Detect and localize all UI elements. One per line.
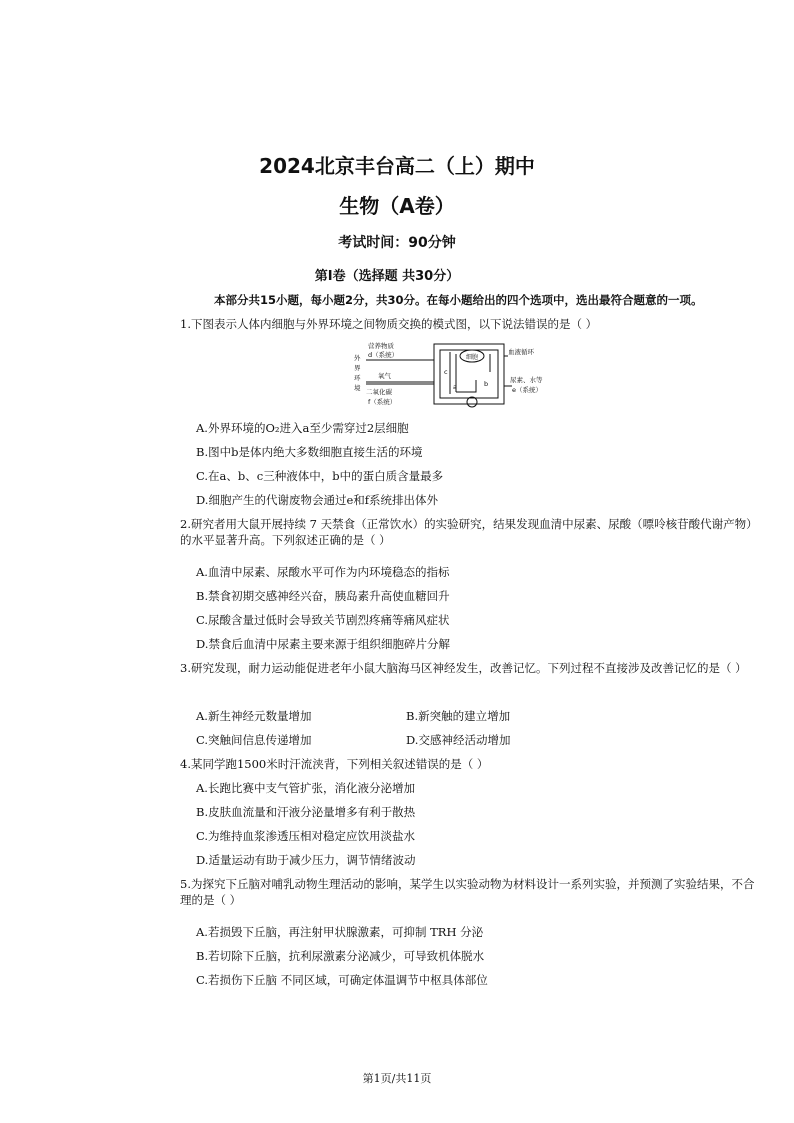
question-3-stem: 3.研究发现，耐力运动能促进老年小鼠大脑海马区神经发生，改善记忆。下列过程不直接涉及改善记忆的是（ ）: [180, 661, 747, 675]
subject-title: 生物（A卷）: [339, 194, 455, 218]
instructions: 本部分共15小题，每小题2分，共30分。在每小题给出的四个选项中，选出最符合题意的一项。: [214, 293, 703, 307]
question-5-stem: 5.为探究下丘脑对哺乳动物生理活动的影响，某学生以实验动物为材料设计一系列实验，并预测了实验结果，不合理的是（ ）: [180, 877, 755, 907]
diagram-oxygen-label: 氧气: [378, 372, 391, 380]
q1-option-b: B.图中b是体内绝大多数细胞直接生活的环境: [196, 445, 423, 459]
q1-option-a: A.外界环境的O₂进入a至少需穿过2层细胞: [196, 421, 409, 435]
diagram-d-label-1: 营养物质: [368, 342, 394, 350]
diagram-co2-label-2: f（系统）: [368, 398, 397, 406]
diagram-co2-label-1: 二氧化碳: [366, 388, 392, 396]
q1-option-c: C.在a、b、c三种液体中，b中的蛋白质含量最多: [196, 469, 444, 483]
q3-option-d: D.交感神经活动增加: [406, 733, 511, 747]
q5-option-a: A.若损毁下丘脑，再注射甲状腺激素，可抑制 TRH 分泌: [196, 925, 484, 939]
q2-option-d: D.禁食后血清中尿素主要来源于组织细胞碎片分解: [196, 637, 450, 651]
diagram-letter-c: c: [444, 368, 448, 376]
q4-option-d: D.适量运动有助于减少压力，调节情绪波动: [196, 853, 416, 867]
q5-option-b: B.若切除下丘脑，抗利尿激素分泌减少，可导致机体脱水: [196, 949, 485, 963]
q4-option-a: A.长跑比赛中支气管扩张，消化液分泌增加: [196, 781, 415, 795]
q2-option-a: A.血清中尿素、尿酸水平可作为内环境稳态的指标: [196, 565, 450, 579]
q3-option-b: B.新突触的建立增加: [406, 709, 511, 723]
diagram-e-label-1: 尿素、水等: [510, 376, 543, 384]
q5-option-c: C.若损伤下丘脑 不同区域，可确定体温调节中枢具体部位: [196, 973, 488, 987]
diagram-left-label-3: 环: [354, 374, 361, 382]
section-heading: 第Ⅰ卷（选择题 共30分）: [314, 269, 460, 284]
diagram-letter-a: a: [453, 383, 457, 391]
diagram-blood-arrow: [490, 354, 508, 372]
exchange-diagram: [352, 336, 564, 412]
q2-option-b: B.禁食初期交感神经兴奋，胰岛素升高使血糖回升: [196, 589, 450, 603]
diagram-cell-label: 细胞: [466, 354, 479, 361]
q2-option-c: C.尿酸含量过低时会导致关节剧烈疼痛等痛风症状: [196, 613, 450, 627]
exam-time: 考试时间：90分钟: [338, 235, 456, 251]
diagram-left-label-2: 界: [354, 364, 361, 372]
exam-title: 2024北京丰台高二（上）期中: [259, 154, 535, 178]
question-4-stem: 4.某同学跑1500米时汗流浃背，下列相关叙述错误的是（ ）: [180, 757, 489, 771]
diagram-d-label-2: d（系统）: [368, 351, 399, 359]
q4-option-c: C.为维持血浆渗透压相对稳定应饮用淡盐水: [196, 829, 416, 843]
q3-option-a: A.新生神经元数量增加: [196, 709, 312, 723]
diagram-e-label-2: e（系统）: [512, 386, 542, 394]
diagram-blood-label: 血液循环: [508, 348, 534, 356]
diagram-letter-b: b: [484, 380, 489, 388]
question-1-stem: 1.下图表示人体内细胞与外界环境之间物质交换的模式图，以下说法错误的是（ ）: [180, 317, 598, 331]
diagram-left-label-4: 境: [354, 384, 361, 392]
page-number: 第1页/共11页: [362, 1072, 432, 1085]
diagram-left-label-1: 外: [354, 354, 361, 362]
q1-option-d: D.细胞产生的代谢废物会通过e和f系统排出体外: [196, 493, 439, 507]
q3-option-c: C.突触间信息传递增加: [196, 733, 312, 747]
q4-option-b: B.皮肤血流量和汗液分泌量增多有利于散热: [196, 805, 416, 819]
question-2-stem: 2.研究者用大鼠开展持续 7 天禁食（正常饮水）的实验研究，结果发现血清中尿素、尿酸（嘌呤核苷酸代谢产物）的水平显著升高。下列叙述正确的是（ ）: [180, 517, 758, 547]
